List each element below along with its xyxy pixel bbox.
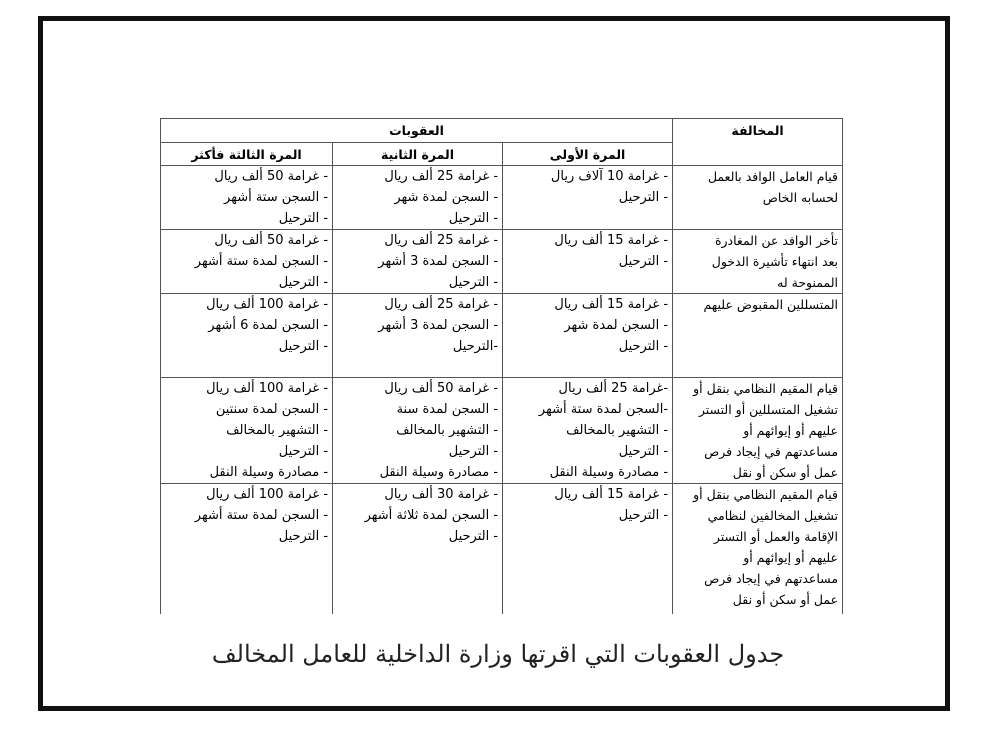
cell-line: - الترحيل <box>278 529 329 544</box>
cell-line: - غرامة 10 آلاف ريال <box>550 169 669 184</box>
cell-line: - التشهير بالمخالف <box>566 423 669 438</box>
violation-header: المخالفة <box>673 119 843 166</box>
cell-line: - السجن لمدة 3 أشهر <box>378 254 499 269</box>
penalties-header: العقوبات <box>161 119 673 143</box>
cell-line: - التشهير بالمخالف <box>226 423 329 438</box>
cell-line: - الترحيل <box>448 211 499 226</box>
penalty-cell-first <box>503 484 673 614</box>
penalty-cell-third <box>161 294 333 378</box>
cell-line: - السجن لمدة ستة أشهر <box>194 508 329 523</box>
cell-line: - الترحيل <box>618 508 669 523</box>
cell-line: - الترحيل <box>448 444 499 459</box>
cell-line: - غرامة 15 ألف ريال <box>554 233 669 248</box>
col-first-header: المرة الأولى <box>503 143 673 166</box>
cell-line: - الترحيل <box>278 211 329 226</box>
cell-line: - الترحيل <box>448 529 499 544</box>
cell-line: - السجن لمدة سنة <box>396 402 499 417</box>
table-row <box>161 484 843 614</box>
cell-line: - غرامة 25 ألف ريال <box>384 233 499 248</box>
cell-line: تأخر الوافد عن المغادرة <box>714 233 839 248</box>
violation-cell <box>673 294 843 378</box>
cell-line: - الترحيل <box>448 275 499 290</box>
cell-line: عليهم أو إيوائهم أو <box>743 550 839 565</box>
cell-line: - الترحيل <box>618 254 669 269</box>
cell-line: - التشهير بالمخالف <box>396 423 499 438</box>
cell-line: - السجن لمدة 6 أشهر <box>208 318 329 333</box>
cell-line: - الترحيل <box>618 444 669 459</box>
penalty-cell-third <box>161 230 333 294</box>
cell-line: -غرامة 25 ألف ريال <box>558 381 669 396</box>
cell-line: - السجن لمدة شهر <box>564 318 669 333</box>
cell-line: - السجن ستة أشهر <box>224 190 329 205</box>
cell-line: -السجن لمدة ستة أشهر <box>538 402 669 417</box>
penalty-cell-second <box>333 166 503 230</box>
cell-line: قيام المقيم النظامي بنقل أو <box>693 487 839 502</box>
cell-line: - غرامة 50 ألف ريال <box>214 169 329 184</box>
cell-line: - غرامة 50 ألف ريال <box>384 381 499 396</box>
cell-line: مساعدتهم في إيجاد فرص <box>704 444 839 459</box>
penalty-cell-second <box>333 378 503 484</box>
penalty-cell-third <box>161 484 333 614</box>
penalty-cell-second <box>333 294 503 378</box>
cell-line: - الترحيل <box>278 339 329 354</box>
cell-line: - السجن لمدة شهر <box>394 190 499 205</box>
table-caption: جدول العقوبات التي اقرتها وزارة الداخلية للعامل المخالف <box>211 640 785 668</box>
cell-line: - غرامة 15 ألف ريال <box>554 297 669 312</box>
cell-line: - السجن لمدة سنتين <box>215 402 329 417</box>
cell-line: عمل أو سكن أو نقل <box>732 465 839 480</box>
cell-line: - غرامة 100 ألف ريال <box>206 487 329 502</box>
violation-cell <box>673 378 843 484</box>
cell-line: - السجن لمدة ستة أشهر <box>194 254 329 269</box>
cell-line: قيام العامل الوافد بالعمل <box>707 169 839 184</box>
cell-line: - غرامة 50 ألف ريال <box>214 233 329 248</box>
cell-line: - غرامة 25 ألف ريال <box>384 297 499 312</box>
cell-line: - الترحيل <box>618 190 669 205</box>
col-third-header: المرة الثالثة فأكثر <box>161 143 333 166</box>
violation-cell <box>673 484 843 614</box>
penalties-table <box>160 118 843 614</box>
cell-line: - غرامة 15 ألف ريال <box>554 487 669 502</box>
penalty-cell-first <box>503 230 673 294</box>
table-row <box>161 166 843 230</box>
table-row <box>161 378 843 484</box>
cell-line: - الترحيل <box>278 275 329 290</box>
cell-line: تشغيل المتسللين أو التستر <box>698 402 839 417</box>
cell-line: عمل أو سكن أو نقل <box>732 592 839 607</box>
cell-line: -الترحيل <box>452 339 499 354</box>
penalty-cell-third <box>161 378 333 484</box>
penalty-cell-first <box>503 378 673 484</box>
cell-line: تشغيل المخالفين لنظامي <box>707 508 839 523</box>
cell-line: لحسابه الخاص <box>762 190 839 205</box>
violation-cell <box>673 166 843 230</box>
cell-line: - مصادرة وسيلة النقل <box>209 465 329 480</box>
col-second-header: المرة الثانية <box>333 143 503 166</box>
cell-line: عليهم أو إيوائهم أو <box>743 423 839 438</box>
table-row <box>161 230 843 294</box>
cell-line: قيام المقيم النظامي بنقل أو <box>693 381 839 396</box>
cell-line: - مصادرة وسيلة النقل <box>549 465 669 480</box>
cell-line: المتسللين المقبوض عليهم <box>703 297 839 312</box>
penalty-cell-first <box>503 294 673 378</box>
cell-line: - غرامة 30 ألف ريال <box>384 487 499 502</box>
cell-line: الإقامة والعمل أو التستر <box>713 529 839 544</box>
cell-line: الممنوحة له <box>777 275 839 290</box>
table-row <box>161 294 843 378</box>
cell-line: - غرامة 100 ألف ريال <box>206 297 329 312</box>
penalty-cell-first <box>503 166 673 230</box>
penalty-cell-second <box>333 484 503 614</box>
cell-line: بعد انتهاء تأشيرة الدخول <box>711 254 839 269</box>
cell-line: - السجن لمدة 3 أشهر <box>378 318 499 333</box>
penalty-cell-third <box>161 166 333 230</box>
penalty-cell-second <box>333 230 503 294</box>
cell-line: - غرامة 100 ألف ريال <box>206 381 329 396</box>
cell-line: - الترحيل <box>618 339 669 354</box>
cell-line: - الترحيل <box>278 444 329 459</box>
violation-cell <box>673 230 843 294</box>
cell-line: - السجن لمدة ثلاثة أشهر <box>364 508 499 523</box>
cell-line: - غرامة 25 ألف ريال <box>384 169 499 184</box>
cell-line: - مصادرة وسيلة النقل <box>379 465 499 480</box>
cell-line: مساعدتهم في إيجاد فرص <box>704 571 839 586</box>
